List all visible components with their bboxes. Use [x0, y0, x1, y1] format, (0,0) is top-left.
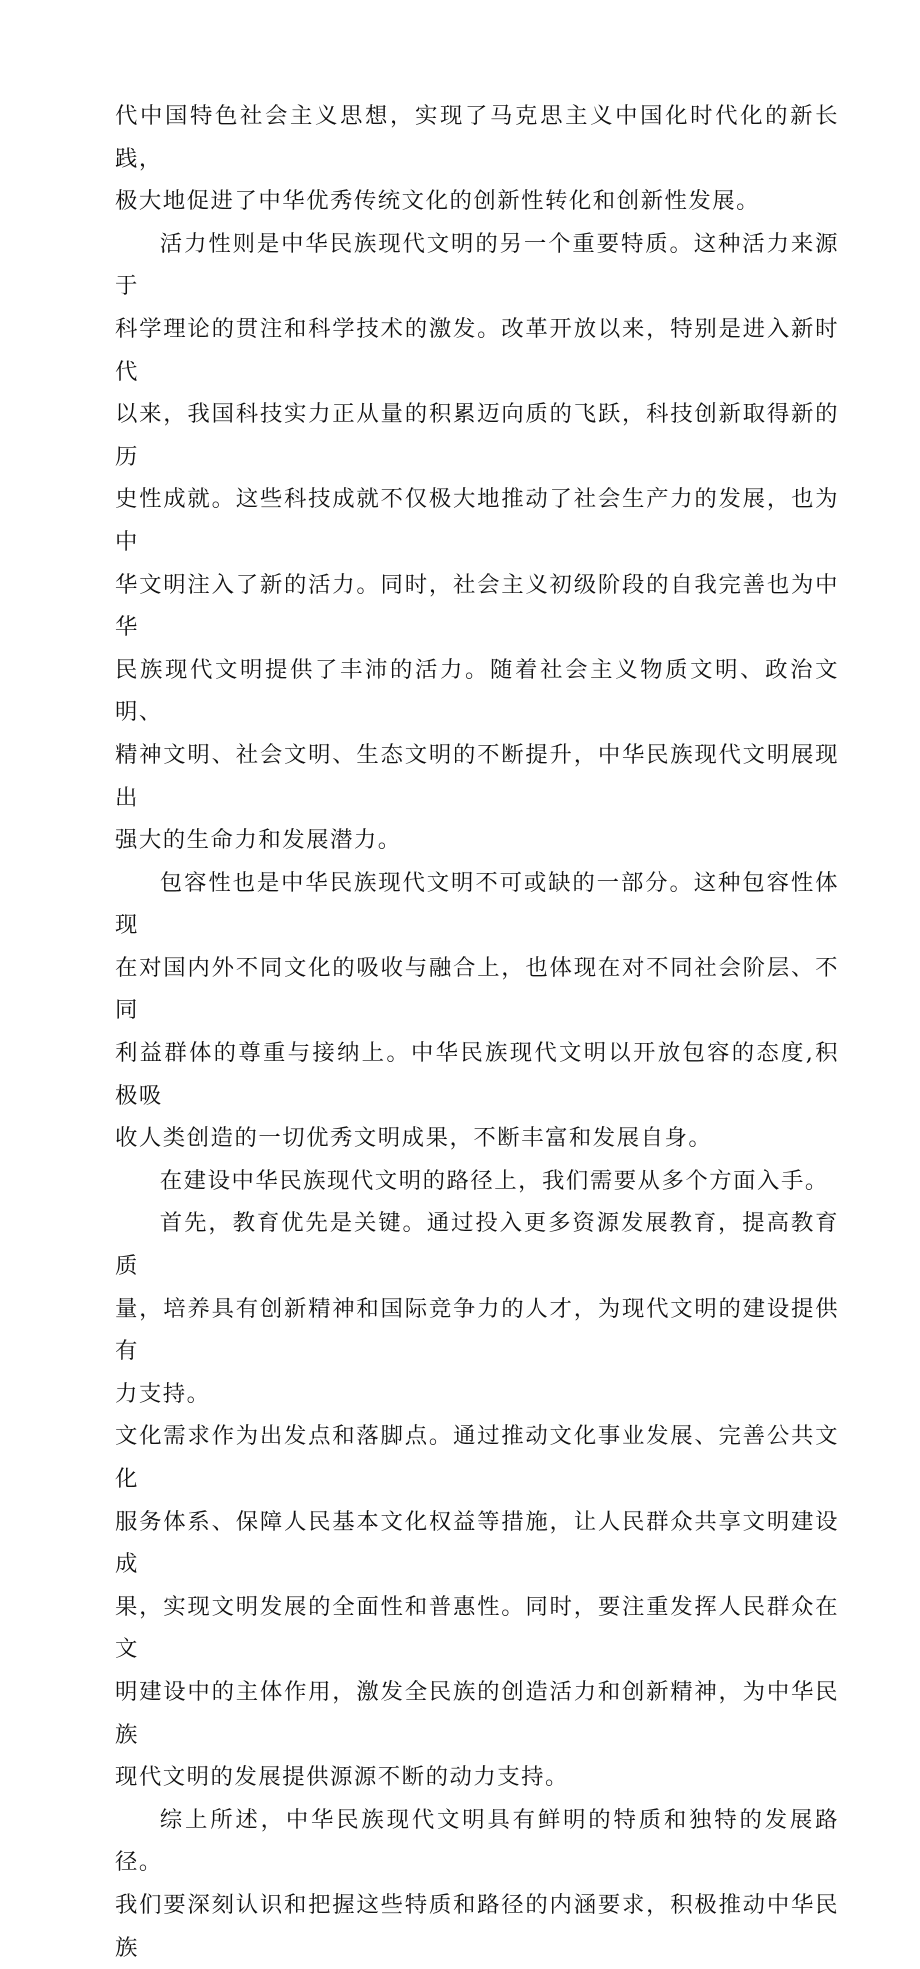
paragraph-7: 综上所述，中华民族现代文明具有鲜明的特质和独特的发展路径。 我们要深刻认识和把握这些特质和路径的内涵要求，积极推动中华民族 [115, 1806, 839, 1961]
document-body [115, 95, 839, 1969]
paragraph-2: 活力性则是中华民族现代文明的另一个重要特质。这种活力来源于 科学理论的贯注和科学技术的激发。改革开放以来，特别是进入新时代 以来，我国科技实力正从量的积累迈向质的飞跃，科技创新取得新的历 史性成就。这些科技成就不仅极大地推动了社会生产力的发展，也为中 华文明注入了新的活力。同时，社会主义初级阶段的自我完善也为中华 民族现代文明提供了丰沛的活力。随着社会主义物质文明、政治文明、 精神文明、社会文明、生态文明的不断提升，中华民族现代文明展现出 强大的生命力和发展潜力。 [115, 230, 839, 854]
paragraph-4: 在建设中华民族现代文明的路径上，我们需要从多个方面入手。 [159, 1167, 829, 1194]
paragraph-6: 文化需求作为出发点和落脚点。通过推动文化事业发展、完善公共文化 服务体系、保障人民基本文化权益等措施，让人民群众共享文明建设成 果，实现文明发展的全面性和普惠性。同时，要注重发挥人民群众在文 明建设中的主体作用，激发全民族的创造活力和创新精神，为中华民族 现代文明的发展提供源源不断的动力支持。 [115, 1423, 839, 1791]
paragraph-5: 首先，教育优先是关键。通过投入更多资源发展教育，提高教育质 量，培养具有创新精神和国际竞争力的人才，为现代文明的建设提供有 力支持。 [115, 1210, 839, 1407]
paragraph-1: 代中国特色社会主义思想，实现了马克思主义中国化时代化的新长践， 极大地促进了中华优秀传统文化的创新性转化和创新性发展。 [115, 103, 839, 215]
paragraph-3: 包容性也是中华民族现代文明不可或缺的一部分。这种包容性体现 在对国内外不同文化的吸收与融合上，也体现在对不同社会阶层、不同 利益群体的尊重与接纳上。中华民族现代文明以开放包容的态度,积极吸 收人类创造的一切优秀文明成果，不断丰富和发展自身。 [115, 869, 839, 1152]
